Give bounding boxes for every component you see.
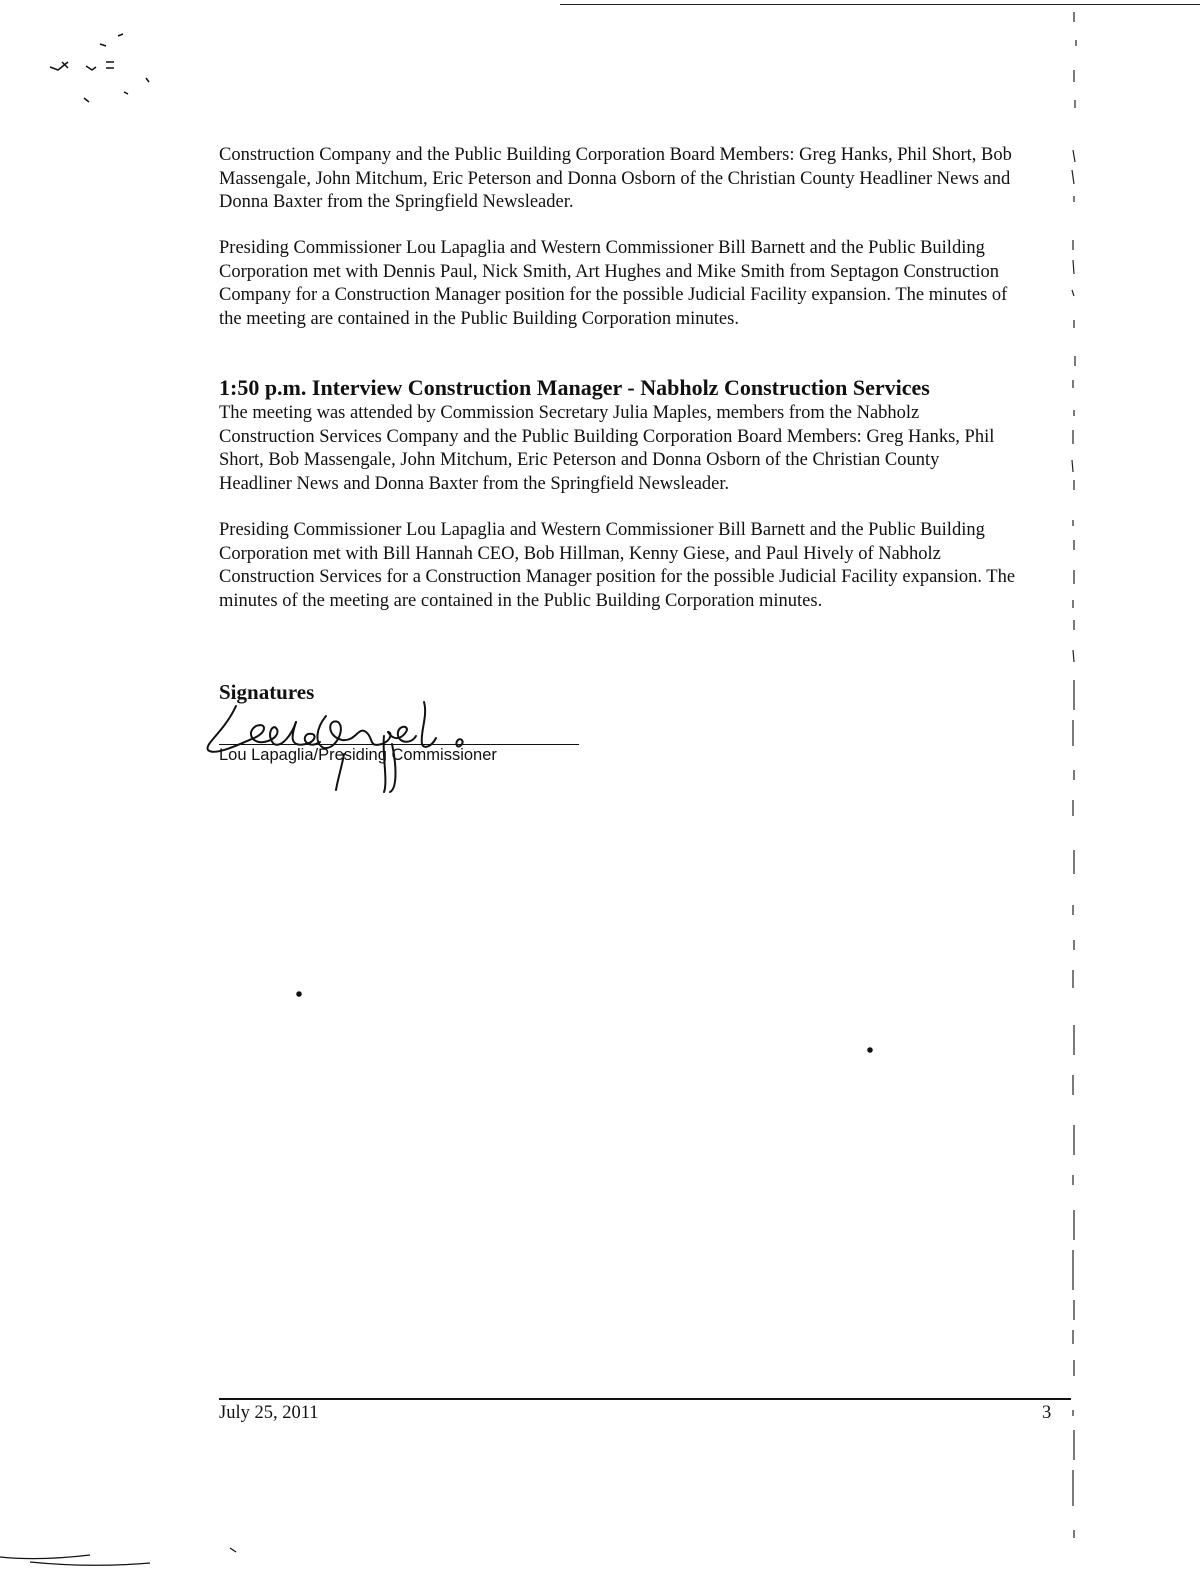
text-line: Construction Company and the Public Building Corporation Board Members: Greg Hanks, Phil Short, Bob xyxy=(219,145,1012,165)
top-rule xyxy=(560,4,1200,5)
page-number: 3 xyxy=(1042,1403,1052,1423)
text-line: Presiding Commissioner Lou Lapaglia and Western Commissioner Bill Barnett and the Public Building xyxy=(219,238,985,258)
text-line: Headliner News and Donna Baxter from the Springfield Newsleader. xyxy=(219,473,730,494)
text-line: Company for a Construction Manager position for the possible Judicial Facility expansion. The minutes of xyxy=(219,285,1008,305)
paragraph-attendees-nabholz xyxy=(219,402,1079,496)
text-line: Construction Services for a Construction Manager position for the possible Judicial Facility expansion. The xyxy=(219,567,1016,587)
section-heading: 1:50 p.m. Interview Construction Manager - Nabholz Construction Services xyxy=(219,375,930,400)
text-line: Corporation met with Dennis Paul, Nick Smith, Art Hughes and Mike Smith from Septagon Construction xyxy=(219,261,1000,282)
text-line: Presiding Commissioner Lou Lapaglia and Western Commissioner Bill Barnett and the Public Building xyxy=(219,520,985,540)
handwritten-signature xyxy=(196,692,486,802)
text-line: Corporation met with Bill Hannah CEO, Bob Hillman, Kenny Giese, and Paul Hively of Nabholz xyxy=(219,543,941,564)
text-line: Massengale, John Mitchum, Eric Peterson and Donna Osborn of the Christian County Headliner News and xyxy=(219,168,1011,189)
paragraph-attendees-septagon xyxy=(219,144,1079,215)
text-line: the meeting are contained in the Public Building Corporation minutes. xyxy=(219,308,739,329)
footer-date: July 25, 2011 xyxy=(219,1403,319,1423)
text-line: The meeting was attended by Commission Secretary Julia Maples, members from the Nabholz xyxy=(219,403,920,423)
paragraph-septagon-meeting xyxy=(219,237,1079,331)
text-line: Short, Bob Massengale, John Mitchum, Eric Peterson and Donna Osborn of the Christian County xyxy=(219,450,940,470)
signatures-heading: Signatures xyxy=(219,680,315,704)
signature-caption: Lou Lapaglia/Presiding Commissioner xyxy=(219,746,497,764)
footer-rule xyxy=(219,1398,1071,1400)
text-line: Donna Baxter from the Springfield Newsleader. xyxy=(219,192,574,212)
text-line: minutes of the meeting are contained in the Public Building Corporation minutes. xyxy=(219,590,823,611)
paragraph-nabholz-meeting xyxy=(219,519,1079,613)
text-line: Construction Services Company and the Public Building Corporation Board Members: Greg Hanks, Phil xyxy=(219,426,995,447)
